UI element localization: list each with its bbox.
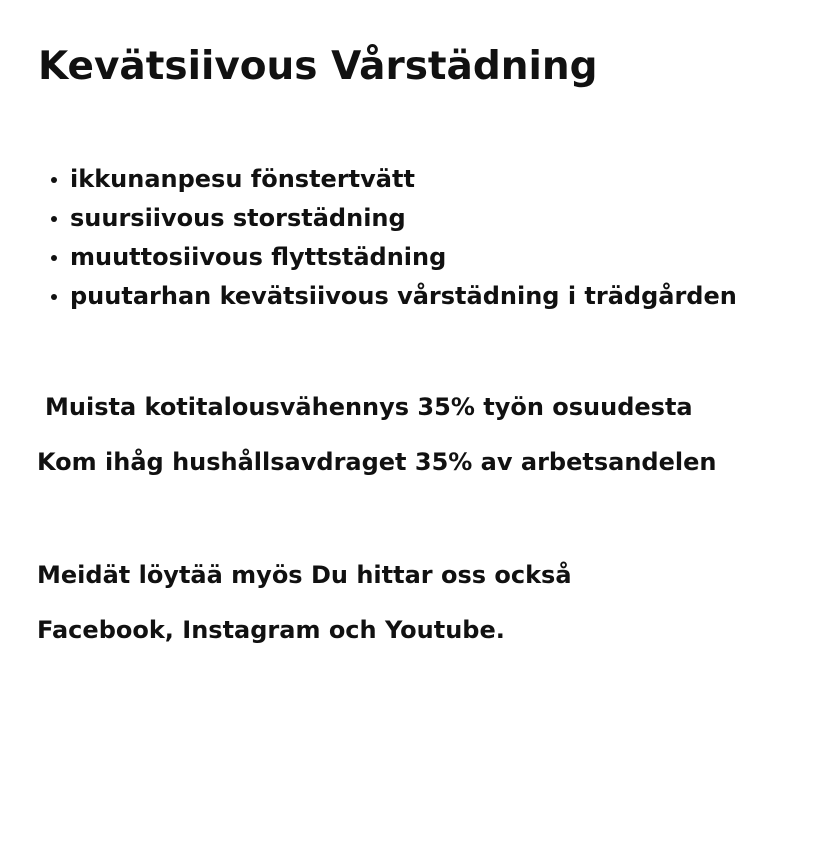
service-item-garden-spring-cleaning: puutarhan kevätsiivous vårstädning i trädgården [70,277,737,316]
household-deduction-reminder-sv: Kom ihåg hushållsavdraget 35% av arbetsandelen [37,448,717,476]
page-title: Kevätsiivous Vårstädning [38,44,598,89]
find-us-text: Meidät löytää myös Du hittar oss också [37,561,572,589]
household-deduction-reminder-fi: Muista kotitalousvähennys 35% työn osuudesta [45,393,693,421]
service-item-moving-cleaning: muuttosiivous flyttstädning [70,238,737,277]
services-list [70,160,737,316]
service-item-window-washing: ikkunanpesu fönstertvätt [70,160,737,199]
social-channels-text: Facebook, Instagram och Youtube. [37,616,505,644]
service-item-deep-cleaning: suursiivous storstädning [70,199,737,238]
